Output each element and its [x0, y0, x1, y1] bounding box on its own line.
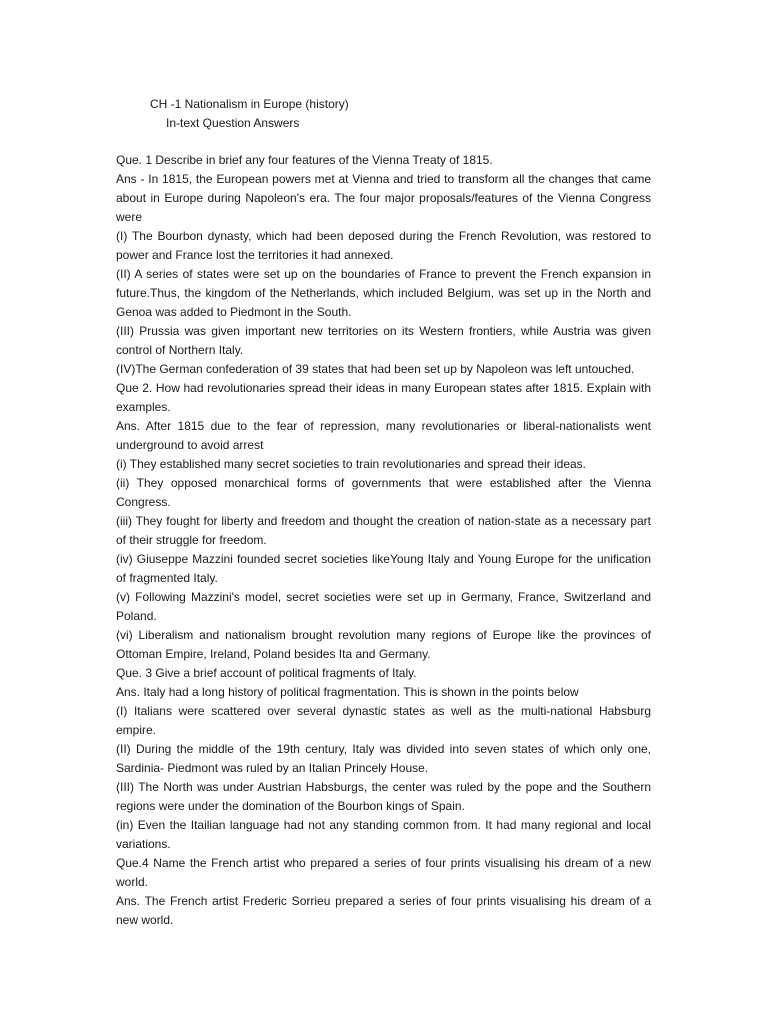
paragraph: Que. 1 Describe in brief any four features of the Vienna Treaty of 1815.: [116, 153, 493, 167]
paragraph: (I) Italians were scattered over several dynastic states as well as the multi-national Habsburg empire.: [116, 704, 651, 737]
paragraph: Que.4 Name the French artist who prepared a series of four prints visualising his dream of a new world.: [116, 856, 651, 889]
paragraph: Ans - In 1815, the European powers met at Vienna and tried to transform all the changes that came about in Europe during Napoleon's era. The four major proposals/features of the Vienna Congress were: [116, 172, 651, 224]
paragraph-list: [116, 151, 651, 930]
paragraph: (v) Following Mazzini's model, secret societies were set up in Germany, France, Switzerland and Poland.: [116, 590, 651, 623]
paragraph: (ii) They opposed monarchical forms of governments that were established after the Vienna Congress.: [116, 476, 651, 509]
paragraph: (iii) They fought for liberty and freedom and thought the creation of nation-state as a necessary part of their struggle for freedom.: [116, 514, 651, 547]
paragraph: (vi) Liberalism and nationalism brought revolution many regions of Europe like the provinces of Ottoman Empire, Ireland, Poland besides Ita and Germany.: [116, 628, 651, 661]
paragraph: (II) A series of states were set up on the boundaries of France to prevent the French expansion in future.Thus, the kingdom of the Netherlands, which included Belgium, was set up in the North and Genoa was added to Piedmont in the South.: [116, 267, 651, 319]
paragraph: (I) The Bourbon dynasty, which had been deposed during the French Revolution, was restored to power and France lost the territories it had annexed.: [116, 229, 651, 262]
document-title: CH -1 Nationalism in Europe (history): [150, 97, 349, 111]
document-subtitle: In-text Question Answers: [166, 116, 300, 130]
paragraph: Ans. The French artist Frederic Sorrieu prepared a series of four prints visualising his dream of a new world.: [116, 894, 651, 927]
document-page: [116, 95, 651, 930]
paragraph: (III) Prussia was given important new territories on its Western frontiers, while Austria was given control of Northern Italy.: [116, 324, 651, 357]
paragraph: (iv) Giuseppe Mazzini founded secret societies likeYoung Italy and Young Europe for the unification of fragmented Italy.: [116, 552, 651, 585]
paragraph: (III) The North was under Austrian Habsburgs, the center was ruled by the pope and the Southern regions were under the domination of the Bourbon kings of Spain.: [116, 780, 651, 813]
paragraph: Que. 3 Give a brief account of political fragments of Italy.: [116, 666, 417, 680]
section-gap: [116, 133, 651, 151]
paragraph: (IV)The German confederation of 39 states that had been set up by Napoleon was left untouched.: [116, 362, 635, 376]
paragraph: Ans. After 1815 due to the fear of repression, many revolutionaries or liberal-nationalists went underground to avoid arrest: [116, 419, 651, 452]
paragraph: (II) During the middle of the 19th century, Italy was divided into seven states of which only one, Sardinia- Piedmont was ruled by an Italian Princely House.: [116, 742, 651, 775]
paragraph: (in) Even the Itailian language had not any standing common from. It had many regional and local variations.: [116, 818, 651, 851]
paragraph: (i) They established many secret societies to train revolutionaries and spread their ideas.: [116, 457, 587, 471]
paragraph: Que 2. How had revolutionaries spread their ideas in many European states after 1815. Explain with examples.: [116, 381, 651, 414]
paragraph: Ans. Italy had a long history of political fragmentation. This is shown in the points below: [116, 685, 579, 699]
